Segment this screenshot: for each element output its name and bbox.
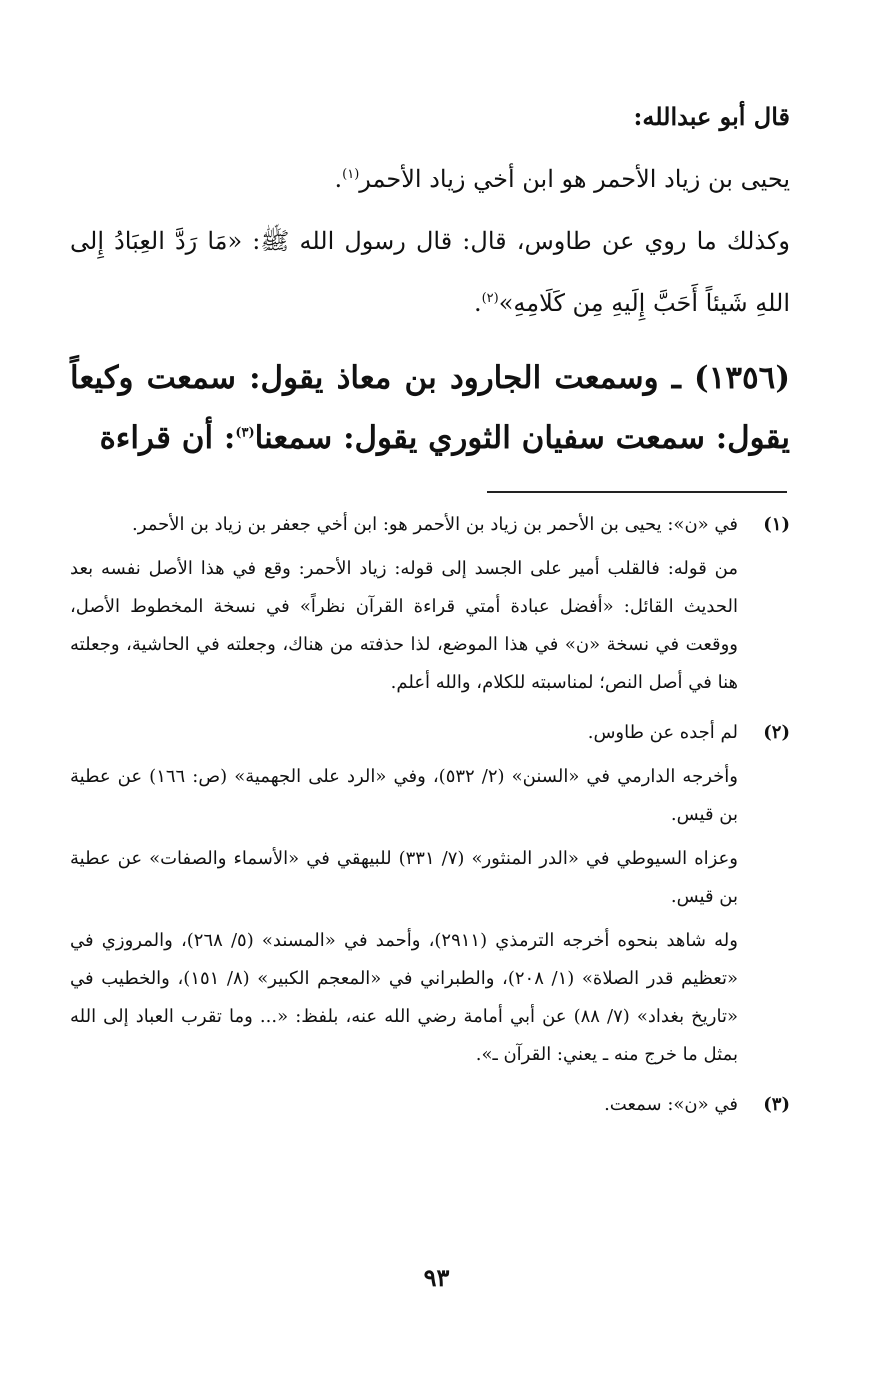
- footnote-ref-2[interactable]: (٢): [481, 291, 499, 306]
- page-number: ٩٣: [423, 1263, 450, 1292]
- footnote-paragraph: في «ن»: سمعت.: [604, 1094, 738, 1115]
- identification-text: يحيى بن زياد الأحمر هو ابن أخي زياد الأحمر: [359, 165, 790, 193]
- speaker-line: قال أبو عبدالله:: [633, 102, 790, 131]
- footnotes-section: [70, 506, 790, 1136]
- identification-paragraph: [70, 148, 790, 210]
- entry-1356-paragraph: [70, 348, 790, 468]
- footnote-paragraph: وأخرجه الدارمي في «السنن» (٢/ ٥٣٢)، وفي «الرد على الجهمية» (ص: ١٦٦) عن عطية بن قيس.: [70, 766, 738, 825]
- footnote-3: [70, 1086, 790, 1130]
- footnote-number: (٢): [763, 722, 790, 743]
- footnote-2: [70, 714, 790, 1080]
- identification-tail: .: [334, 165, 343, 193]
- tawus-report-paragraph: [70, 210, 790, 334]
- footnote-paragraph: في «ن»: يحيى بن الأحمر بن زياد بن الأحمر هو: ابن أخي جعفر بن زياد بن الأحمر.: [132, 514, 738, 535]
- tawus-report-text: وكذلك ما روي عن طاوس، قال: قال رسول الله ﷺ: «مَا رَدَّ العِبَادُ إِلى اللهِ شَيئاً أَحَبَّ إِلَيهِ مِن كَلَامِهِ»: [70, 227, 790, 317]
- footnote-number: (٣): [763, 1094, 790, 1115]
- footnote-paragraph: لم أجده عن طاوس.: [587, 722, 738, 743]
- entry-1356-continuation: : أن قراءة: [99, 420, 236, 456]
- footnote-ref-3[interactable]: (٣): [235, 425, 255, 441]
- footnote-number: (١): [763, 514, 790, 535]
- footnote-divider: [487, 491, 787, 493]
- footnote-body: [70, 1086, 738, 1130]
- tawus-report-tail: .: [473, 289, 482, 317]
- footnote-paragraph: من قوله: فالقلب أمير على الجسد إلى قوله: زياد الأحمر: وقع في هذا الأصل نفسه بعد الحديث القائل: «أفضل عبادة أمتي قراءة القرآن نظراً» في نسخة المخطوط الأصل، ووقعت في نسخة «ن» في هذا الموضع، لذا حذفته من هناك، وجعلته في الحاشية، وجعلته هنا في أصل النص؛ لمناسبته للكلام، والله أعلم.: [70, 558, 738, 693]
- footnote-body: [70, 714, 738, 1080]
- footnote-paragraph: وعزاه السيوطي في «الدر المنثور» (٧/ ٣٣١) للبيهقي في «الأسماء والصفات» عن عطية بن قيس.: [70, 848, 738, 907]
- footnote-paragraph: وله شاهد بنحوه أخرجه الترمذي (٢٩١١)، وأحمد في «المسند» (٥/ ٢٦٨)، والمروزي في «تعظيم قدر الصلاة» (١/ ٢٠٨)، والطبراني في «المعجم الكبير» (٨/ ١٥١)، والخطيب في «تاريخ بغداد» (٧/ ٨٨) عن أبي أمامة رضي الله عنه، بلفظ: «... وما تقرب العباد إلى الله بمثل ما خرج منه ـ يعني: القرآن ـ».: [70, 930, 738, 1065]
- main-text-block: [70, 86, 790, 468]
- footnote-1: [70, 506, 790, 708]
- footnote-body: [70, 506, 738, 708]
- entry-1356-text: (١٣٥٦) ـ وسمعت الجارود بن معاذ يقول: سمعت وكيعاً يقول: سمعت سفيان الثوري يقول: سمعنا: [70, 360, 790, 456]
- footnote-ref-1[interactable]: (١): [342, 167, 360, 182]
